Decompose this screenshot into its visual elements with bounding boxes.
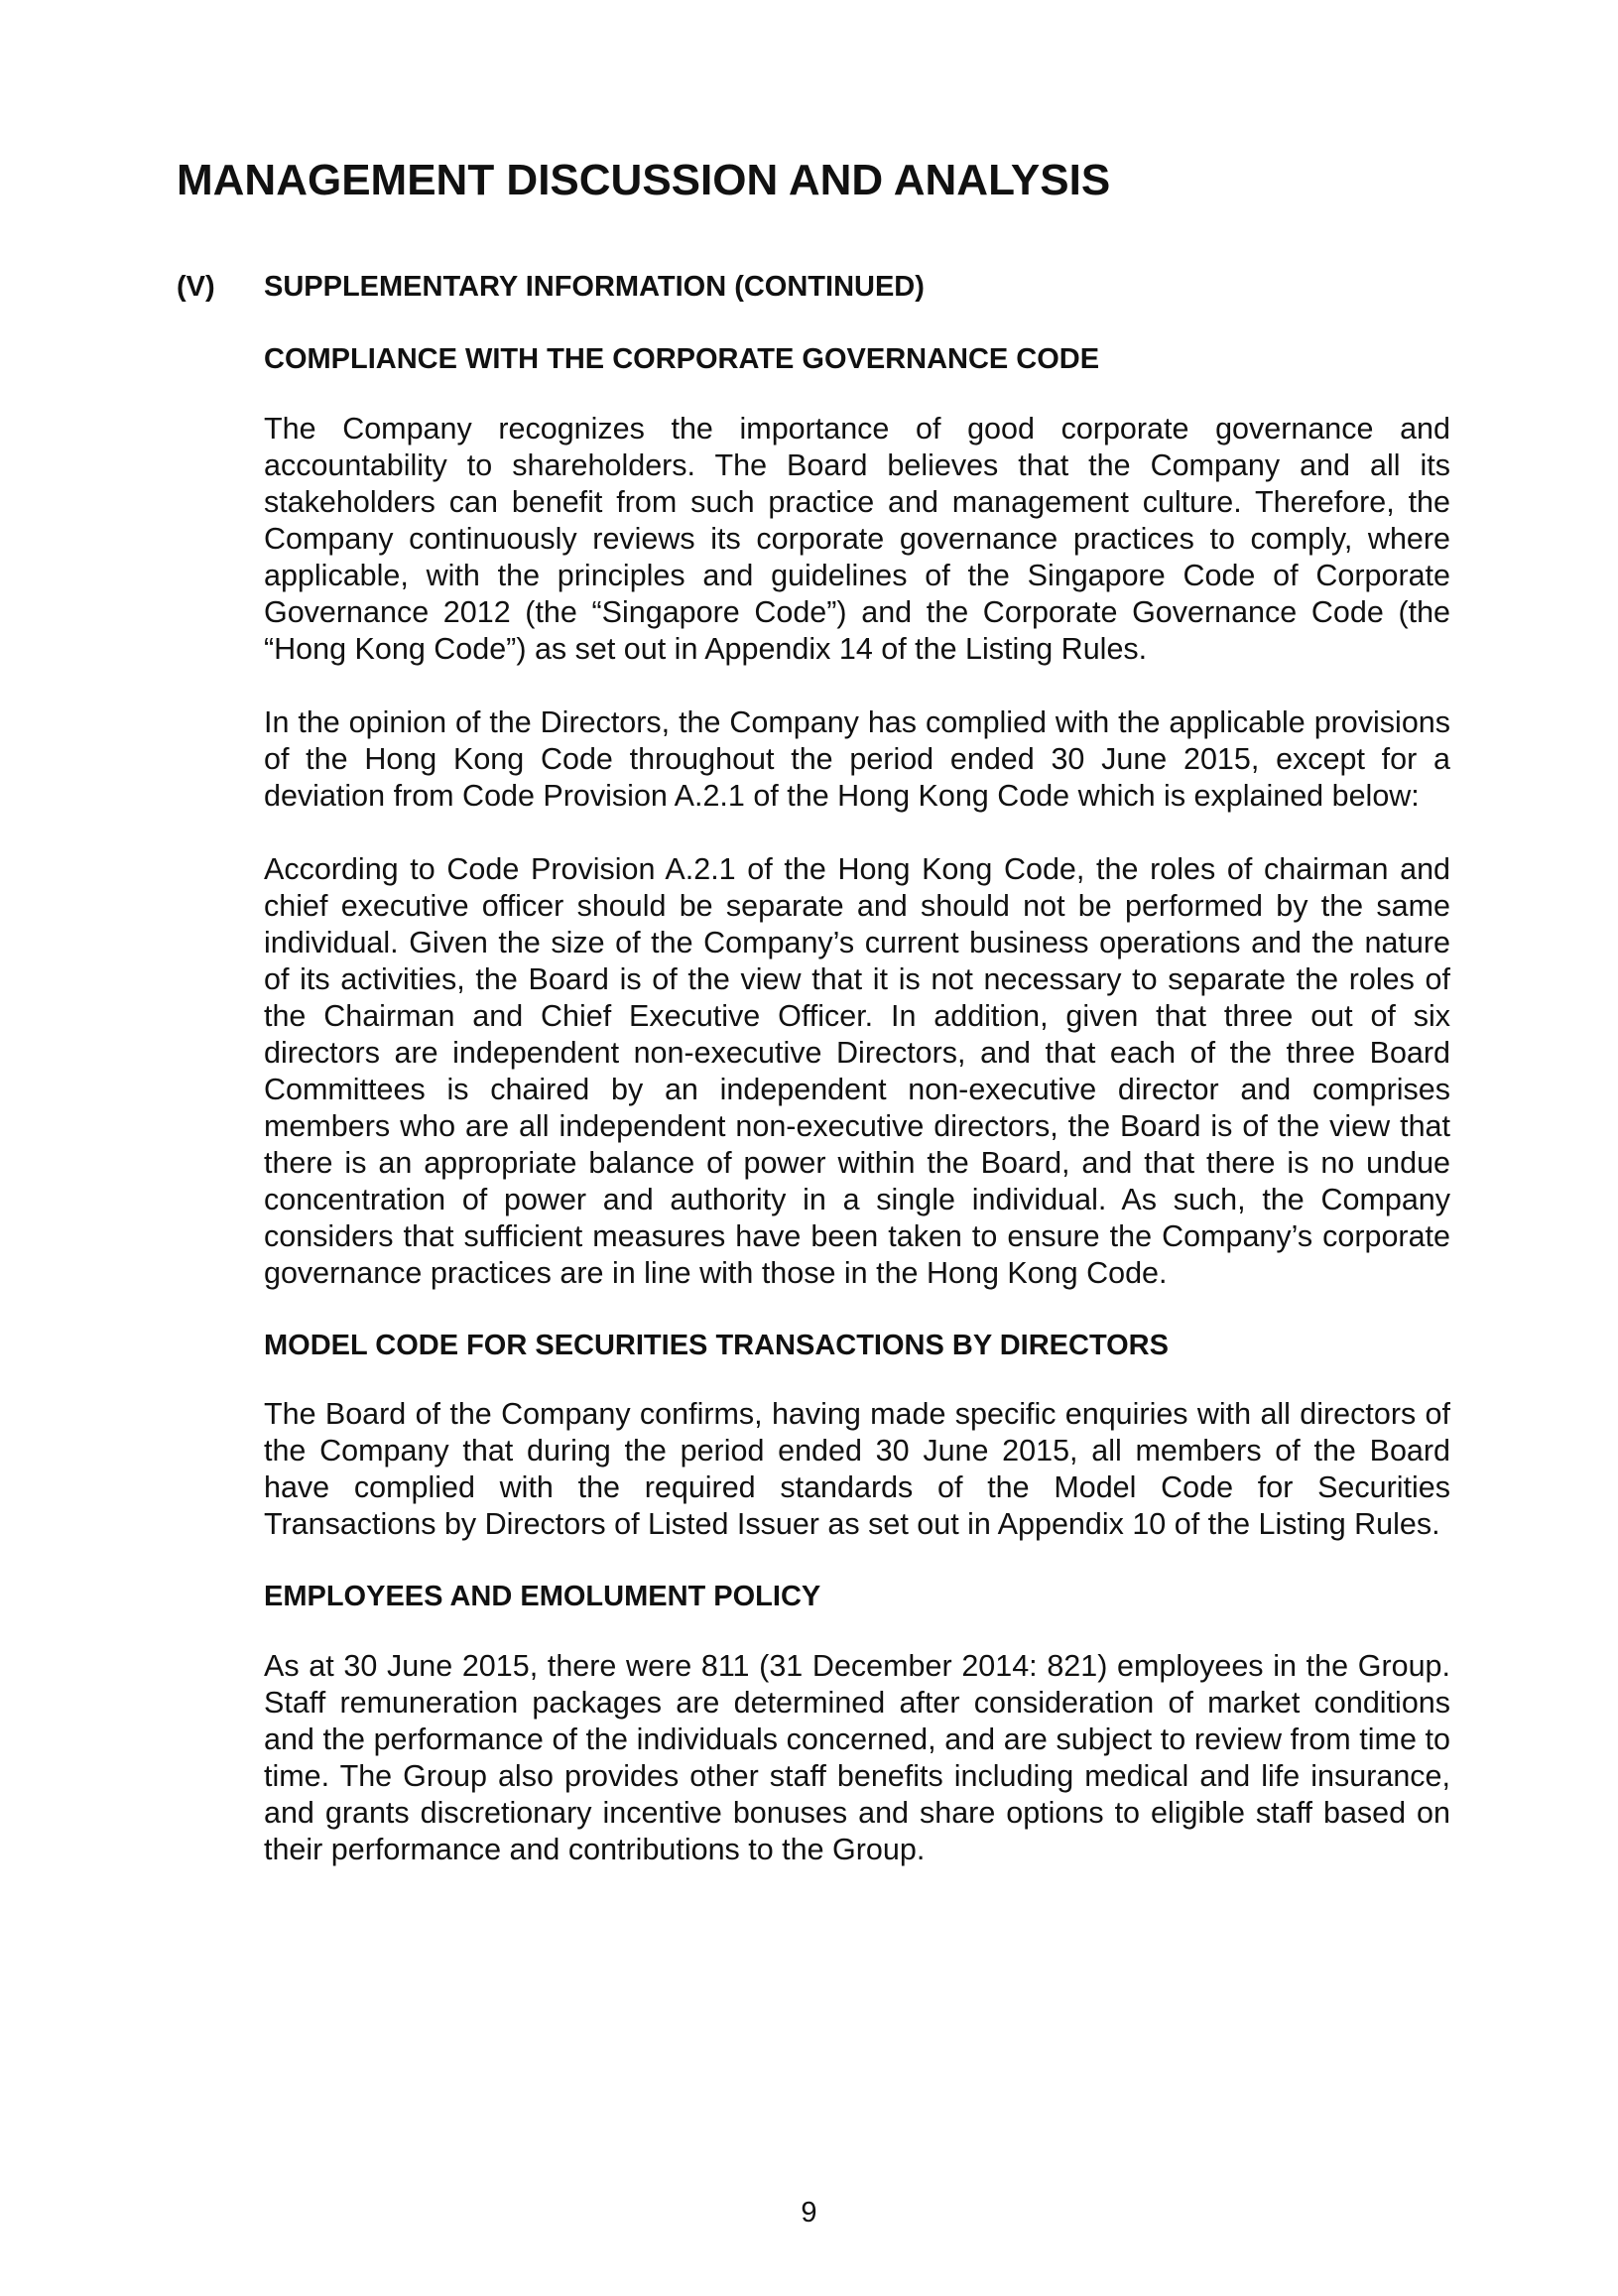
model-code-heading: MODEL CODE FOR SECURITIES TRANSACTIONS BY DIRECTORS — [264, 1329, 1169, 1361]
section-content — [264, 270, 1450, 1868]
model-code-paragraph: The Board of the Company confirms, having made specific enquiries with all directors of the Company that during the period ended 30 June 2015, all members of the Board have complied with the required standards of the Model Code for Securities Transactions by Directors of Listed Issuer as set out in Appendix 10 of the Listing Rules. — [264, 1397, 1450, 1542]
section-heading: SUPPLEMENTARY INFORMATION (CONTINUED) — [264, 271, 925, 303]
page-title: MANAGEMENT DISCUSSION AND ANALYSIS — [177, 156, 1111, 204]
corporate-governance-paragraph-2: In the opinion of the Directors, the Company has complied with the applicable provisions of the Hong Kong Code throughout the period ended 30 June 2015, except for a deviation from Code Provision A.2.1 of the Hong Kong Code which is explained below: — [264, 704, 1450, 813]
corporate-governance-paragraph-1: The Company recognizes the importance of good corporate governance and accountability to shareholders. The Board believes that the Company and all its stakeholders can benefit from such practice and management culture. Therefore, the Company continuously reviews its corporate governance practices to comply, where applicable, with the principles and guidelines of the Singapore Code of Corporate Governance 2012 (the “Singapore Code”) and the Corporate Governance Code (the “Hong Kong Code”) as set out in Appendix 14 of the Listing Rules. — [264, 411, 1450, 666]
employees-paragraph: As at 30 June 2015, there were 811 (31 December 2014: 821) employees in the Group. Staff remuneration packages are determined after consideration of market conditions and the performance of the individuals concerned, and are subject to review from time to time. The Group also provides other staff benefits including medical and life insurance, and grants discretionary incentive bonuses and share options to eligible staff based on their performance and contributions to the Group. — [264, 1649, 1450, 1867]
section-marker: (V) — [177, 271, 215, 303]
corporate-governance-heading: COMPLIANCE WITH THE CORPORATE GOVERNANCE CODE — [264, 342, 1100, 375]
page-number: 9 — [801, 2197, 817, 2229]
employees-heading: EMPLOYEES AND EMOLUMENT POLICY — [264, 1581, 821, 1613]
corporate-governance-paragraph-3: According to Code Provision A.2.1 of the Hong Kong Code, the roles of chairman and chief executive officer should be separate and should not be performed by the same individual. Given the size of the Company’s current business operations and the nature of its activities, the Board is of the view that it is not necessary to separate the roles of the Chairman and Chief Executive Officer. In addition, given that three out of six directors are independent non-executive Directors, and that each of the three Board Committees is chaired by an independent non-executive director and comprises members who are all independent non-executive directors, the Board is of the view that there is an appropriate balance of power within the Board, and that there is no undue concentration of power and authority in a single individual. As such, the Company considers that sufficient measures have been taken to ensure the Company’s corporate governance practices are in line with those in the Hong Kong Code. — [264, 851, 1450, 1290]
